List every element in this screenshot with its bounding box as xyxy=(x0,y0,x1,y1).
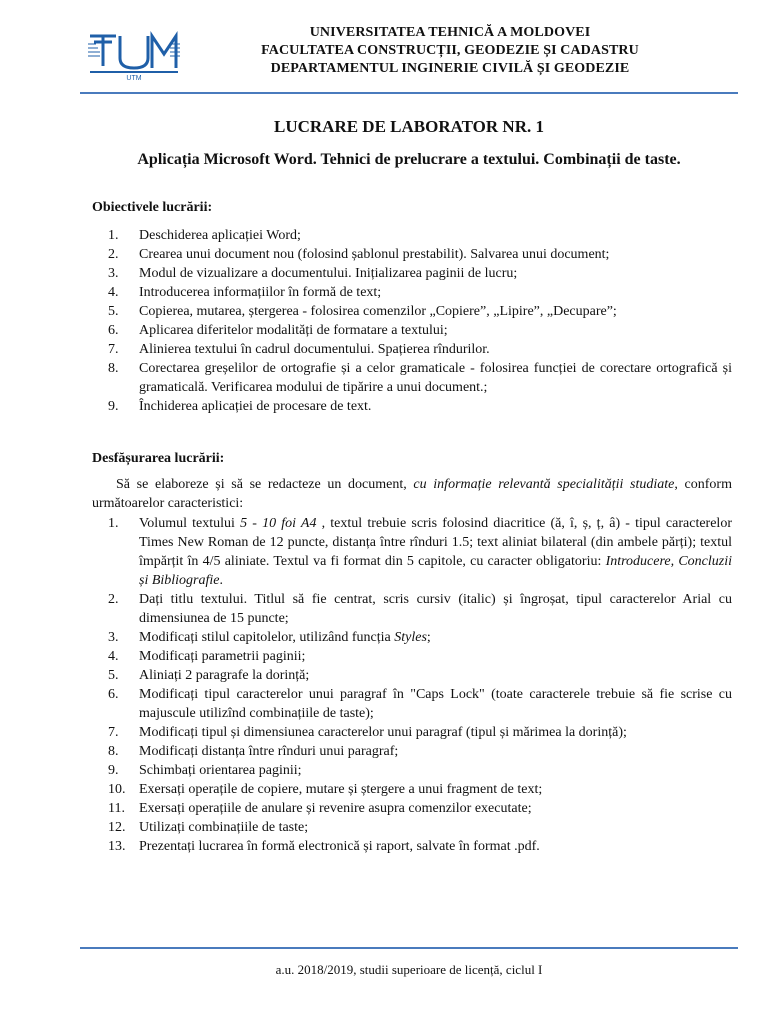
list-item xyxy=(92,359,732,397)
list-item xyxy=(92,666,732,685)
list-item: 1. Volumul textului 5 - 10 foi A4 , textul trebuie scris folosind diacritice (ă, î, ș, ț, â) - tipul caracterelor Times New Roman de 12 puncte, distanța între rînduri 1.5; text aliniat bilateral (din ambele părți); textul împărțit în 4/5 aliniate. Textul va fi format din 5 capitole, cu caracter obligatoriu: Introducere, Concluzii și Bibliografie. xyxy=(108,516,732,588)
list-number: 8. xyxy=(108,744,119,759)
list-text: Exersați operațiile de anulare și revenire asupra comenzilor executate; xyxy=(139,801,532,816)
list-number: 1. xyxy=(108,228,119,243)
document-header xyxy=(80,18,740,90)
list-number: 10. xyxy=(108,782,126,797)
procedure-list xyxy=(92,514,732,856)
list-item xyxy=(92,761,732,780)
list-number: 6. xyxy=(108,323,119,338)
list-item xyxy=(92,397,732,416)
logo-text: UTM xyxy=(126,75,142,82)
university-name: UNIVERSITATEA TEHNICĂ A MOLDOVEI xyxy=(309,25,591,40)
objectives-heading: Obiectivele lucrării: xyxy=(92,200,213,215)
list-number: 5. xyxy=(108,668,119,683)
list-text: Introducerea informațiilor în formă de text; xyxy=(139,285,382,300)
procedure-intro: Să se elaboreze și să se redacteze un document, cu informație relevantă specialității studiate, conform următoarelor caracteristici: xyxy=(92,477,732,511)
list-item xyxy=(92,264,732,283)
list-number: 9. xyxy=(108,399,119,414)
footer-text: a.u. 2018/2019, studii superioare de licență, ciclul I xyxy=(275,962,543,977)
list-text: Exersați operațile de copiere, mutare și ștergere a unui fragment de text; xyxy=(139,782,543,797)
list-number: 9. xyxy=(108,763,119,778)
procedure-heading: Desfășurarea lucrării: xyxy=(92,451,225,466)
list-number: 6. xyxy=(108,687,119,702)
list-item xyxy=(92,283,732,302)
institution-lines xyxy=(230,24,670,78)
list-item: 2. Dați titlu textului. Titlul să fie centrat, scris cursiv (italic) și îngroșat, tipul caracterelor Arial cu dimensiunea de 15 puncte; xyxy=(108,592,732,626)
list-number: 13. xyxy=(108,839,126,854)
list-text: Crearea unui document nou (folosind șablonul prestabilit). Salvarea unui document; xyxy=(139,247,610,262)
list-number: 4. xyxy=(108,285,119,300)
list-item xyxy=(92,685,732,723)
faculty-name: FACULTATEA CONSTRUCȚII, GEODEZIE ȘI CADASTRU xyxy=(261,43,639,58)
list-text: Copierea, mutarea, ștergerea - folosirea comenzilor „Copiere”, „Lipire”, „Decupare”; xyxy=(139,304,617,319)
header-divider xyxy=(80,92,738,94)
footer-divider xyxy=(80,947,738,949)
list-text: Modificați parametrii paginii; xyxy=(139,649,306,664)
list-text: Închiderea aplicației de procesare de text. xyxy=(139,399,372,414)
list-item xyxy=(92,226,732,245)
list-text: Modificați tipul caracterelor unui paragraf în "Caps Lock" (toate caracterele trebuie să fie scrise cu majuscule utilizînd combinațiile de taste); xyxy=(139,687,732,721)
list-item: 3. Modificați stilul capitolelor, utilizând funcția Styles; xyxy=(108,630,431,645)
list-item xyxy=(92,723,732,742)
list-text: Prezentați lucrarea în formă electronică și raport, salvate în format .pdf. xyxy=(139,839,540,854)
list-item xyxy=(92,742,732,761)
list-item xyxy=(92,837,732,856)
department-name: DEPARTAMENTUL INGINERIE CIVILĂ ȘI GEODEZIE xyxy=(270,61,630,76)
university-logo xyxy=(86,22,182,82)
list-number: 5. xyxy=(108,304,119,319)
list-number: 8. xyxy=(108,361,119,376)
list-item xyxy=(92,818,732,837)
list-text: Modul de vizualizare a documentului. Inițializarea paginii de lucru; xyxy=(139,266,518,281)
list-number: 12. xyxy=(108,820,126,835)
list-item xyxy=(92,302,732,321)
list-number: 4. xyxy=(108,649,119,664)
list-text: Utilizați combinațiile de taste; xyxy=(139,820,309,835)
list-item xyxy=(92,321,732,340)
objectives-list xyxy=(92,226,732,416)
list-item xyxy=(92,799,732,818)
list-number: 7. xyxy=(108,342,119,357)
list-text: Alinierea textului în cadrul documentului. Spațierea rîndurilor. xyxy=(139,342,490,357)
list-text: Schimbați orientarea paginii; xyxy=(139,763,302,778)
list-text: Aplicarea diferitelor modalități de formatare a textului; xyxy=(139,323,448,338)
list-text: Corectarea greșelilor de ortografie și a celor gramaticale - folosirea funcției de corectare ortografică și gramaticală. Verificarea modului de tipărire a unui document.; xyxy=(139,361,732,395)
list-item xyxy=(92,780,732,799)
list-item xyxy=(92,245,732,264)
list-text: Deschiderea aplicației Word; xyxy=(139,228,301,243)
list-text: Modificați tipul și dimensiunea caracterelor unui paragraf (tipul și mărimea la dorință); xyxy=(139,725,627,740)
page-title: LUCRARE DE LABORATOR NR. 1 xyxy=(274,117,544,136)
list-number: 2. xyxy=(108,247,119,262)
list-item xyxy=(92,340,732,359)
list-number: 3. xyxy=(108,266,119,281)
list-number: 11. xyxy=(108,801,125,816)
page-subtitle: Aplicația Microsoft Word. Tehnici de prelucrare a textului. Combinații de taste. xyxy=(137,151,681,168)
list-item xyxy=(92,647,732,666)
list-text: Modificați distanța între rînduri unui paragraf; xyxy=(139,744,399,759)
list-number: 7. xyxy=(108,725,119,740)
list-text: Aliniați 2 paragrafe la dorință; xyxy=(139,668,310,683)
